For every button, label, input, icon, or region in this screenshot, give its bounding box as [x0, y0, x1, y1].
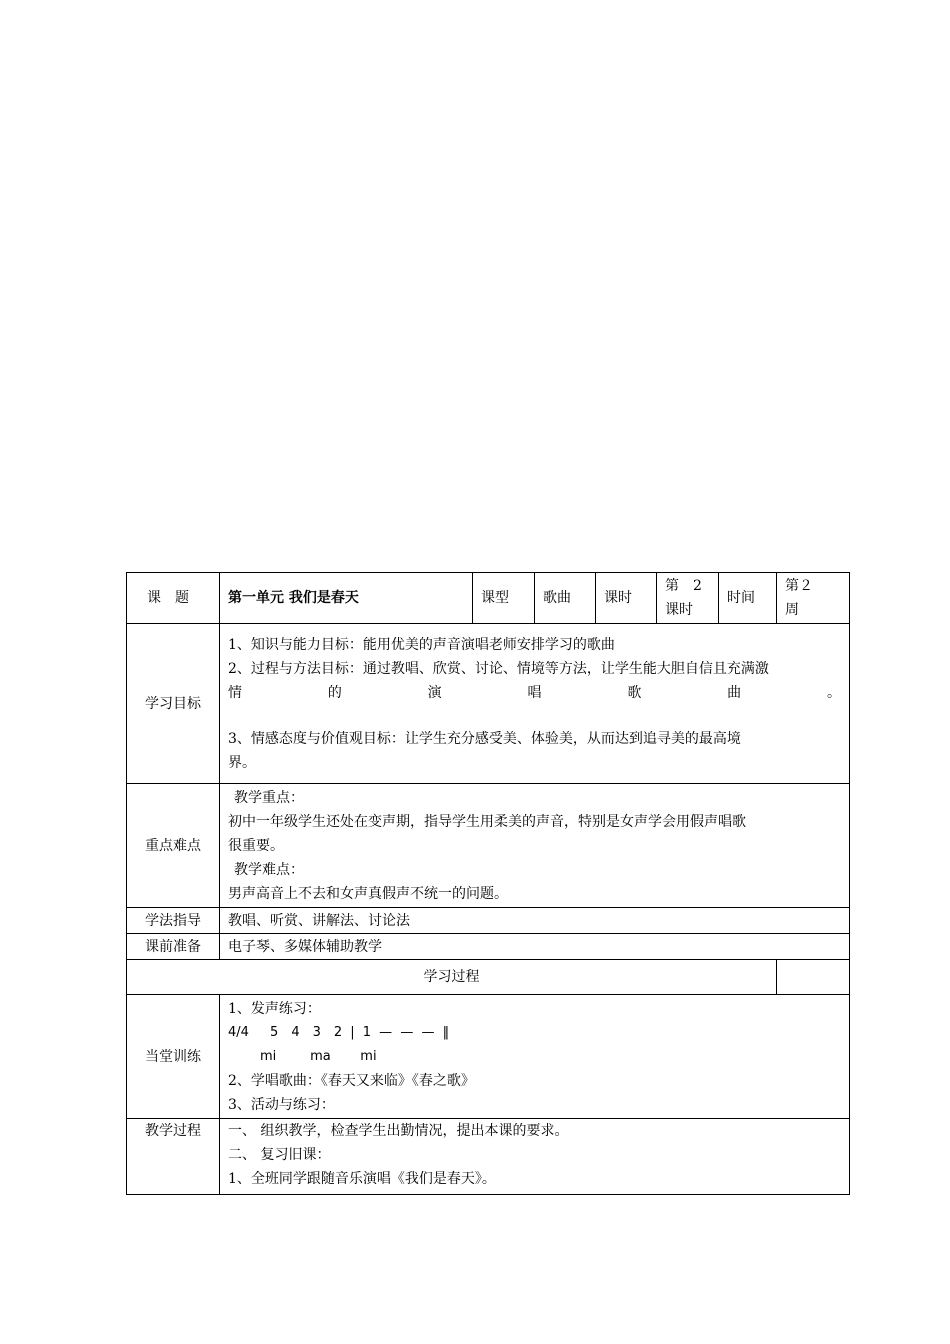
process-header-row: [127, 960, 850, 995]
method-row: [127, 908, 850, 934]
week-value-line2: 周: [785, 602, 799, 618]
notation-line: 4/4 5 4 3 2 | 1 — — — ‖: [228, 1024, 450, 1040]
topic-value: 第一单元 我们是春天: [220, 573, 473, 624]
process-header-blank-cell: [777, 960, 850, 995]
training-line-3: 3、活动与练习：: [228, 1096, 335, 1113]
syllable: mi: [360, 1048, 377, 1064]
training-content: [220, 995, 850, 1119]
topic-label-cell: [127, 573, 220, 624]
period-label: 课时: [596, 573, 657, 624]
syllable-line: [228, 1045, 841, 1069]
method-label: 学法指导: [127, 908, 220, 934]
period-value: [657, 573, 719, 624]
goals-line-2: 2、过程与方法目标：通过教唱、欣赏、讨论、情境等方法，让学生能大胆自信且充满激: [228, 660, 769, 677]
goals-line-1: 1、知识与能力目标：能用优美的声音演唱老师安排学习的歌曲: [228, 636, 615, 653]
teaching-content: [220, 1119, 850, 1195]
goals-char: 曲: [727, 684, 742, 701]
training-row: [127, 995, 850, 1119]
period-value-line2: 课时: [665, 602, 693, 618]
teaching-line-1: 一、 组织教学，检查学生出勤情况，提出本课的要求。: [228, 1123, 569, 1139]
goals-char: 歌: [627, 684, 642, 701]
difficulty-text: 男声高音上不去和女声真假声不统一的问题。: [228, 885, 508, 902]
keypoints-label: 重点难点: [127, 784, 220, 908]
focus-text-1: 初中一年级学生还处在变声期，指导学生用柔美的声音，特别是女声学会用假声唱歌: [228, 813, 746, 830]
goals-char: 的: [327, 684, 342, 701]
focus-text-2: 很重要。: [228, 837, 284, 854]
teaching-label: 教学过程: [127, 1119, 220, 1195]
goals-char: 演: [427, 684, 442, 701]
spacer: [228, 705, 841, 727]
keypoints-row: [127, 784, 850, 908]
process-header: 学习过程: [127, 960, 777, 995]
training-label: 当堂训练: [127, 995, 220, 1119]
topic-label: 课 题: [147, 590, 189, 606]
lesson-plan-table: [126, 572, 850, 1195]
training-line-2: 2、学唱歌曲：《春天又来临》《春之歌》: [228, 1072, 475, 1089]
keypoints-content: [220, 784, 850, 908]
syllable: mi: [260, 1048, 277, 1064]
teaching-line-3: 1、全班同学跟随音乐演唱《我们是春天》。: [228, 1171, 496, 1187]
teaching-row: [127, 1119, 850, 1195]
prep-label: 课前准备: [127, 934, 220, 960]
goals-line-3-continued: 界。: [228, 754, 256, 771]
goals-char: 情: [228, 684, 242, 701]
header-row: [127, 573, 850, 624]
week-value: [777, 573, 850, 624]
type-value: 歌曲: [535, 573, 596, 624]
goals-char: 。: [826, 684, 841, 701]
goals-line-3: 3、情感态度与价值观目标：让学生充分感受美、体验美，从而达到追寻美的最高境: [228, 730, 741, 747]
goals-label: 学习目标: [127, 624, 220, 784]
week-value-line1: 第２: [785, 578, 813, 594]
difficulty-title: 教学难点：: [234, 861, 304, 878]
time-label: 时间: [719, 573, 777, 624]
period-value-line1: 第 2: [665, 578, 702, 594]
teaching-line-2: 二、 复习旧课：: [228, 1147, 331, 1163]
focus-title: 教学重点：: [234, 789, 304, 806]
prep-row: [127, 934, 850, 960]
training-line-1: 1、发声练习：: [228, 1000, 321, 1017]
syllable: ma: [310, 1048, 331, 1064]
goals-line-2-continued: [228, 681, 841, 705]
goals-row: [127, 624, 850, 784]
method-value: 教唱、听赏、讲解法、讨论法: [220, 908, 850, 934]
prep-value: 电子琴、多媒体辅助教学: [220, 934, 850, 960]
type-label: 课型: [473, 573, 535, 624]
goals-char: 唱: [527, 684, 542, 701]
goals-content: [220, 624, 850, 784]
